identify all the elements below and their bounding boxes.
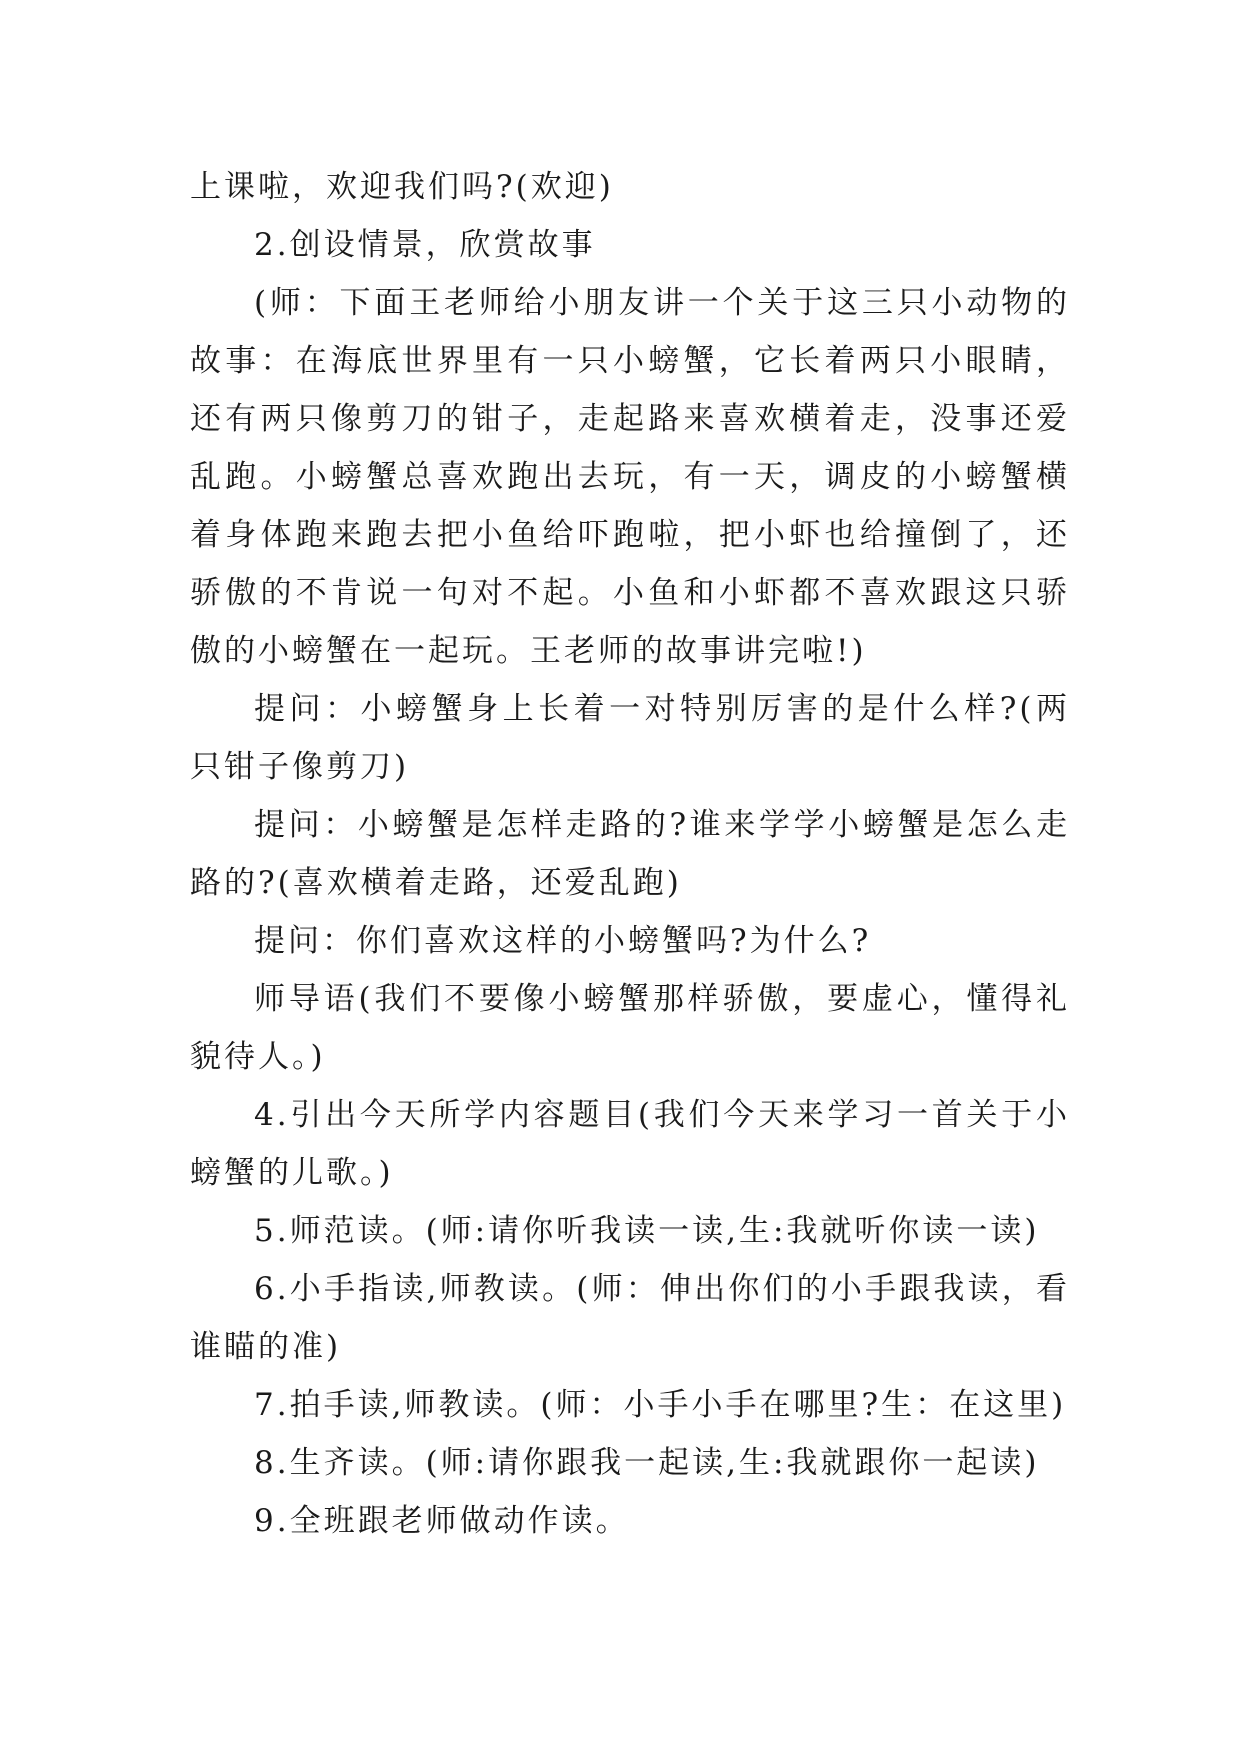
paragraph: 提问：你们喜欢这样的小螃蟹吗?为什么?	[254, 923, 872, 959]
paragraph: 8.生齐读。(师:请你跟我一起读,生:我就跟你一起读)	[254, 1445, 1040, 1481]
paragraph: 2.创设情景，欣赏故事	[254, 227, 596, 263]
paragraph: 4.引出今天所学内容题目(我们今天来学习一首关于小螃蟹的儿歌。)	[190, 1097, 1070, 1191]
paragraph: 提问：小螃蟹身上长着一对特别厉害的是什么样?(两只钳子像剪刀)	[190, 691, 1070, 785]
document-body	[190, 158, 1070, 1550]
paragraph: 9.全班跟老师做动作读。	[254, 1503, 630, 1539]
paragraph: 7.拍手读,师教读。(师：小手小手在哪里?生：在这里)	[254, 1387, 1067, 1423]
paragraph: 提问：小螃蟹是怎样走路的?谁来学学小螃蟹是怎么走路的?(喜欢横着走路，还爱乱跑)	[190, 807, 1070, 901]
paragraph: 6.小手指读,师教读。(师：伸出你们的小手跟我读，看谁瞄的准)	[190, 1271, 1070, 1365]
paragraph: 师导语(我们不要像小螃蟹那样骄傲，要虚心，懂得礼貌待人。)	[190, 981, 1070, 1075]
paragraph: 上课啦，欢迎我们吗?(欢迎)	[190, 169, 614, 205]
paragraph: (师：下面王老师给小朋友讲一个关于这三只小动物的故事：在海底世界里有一只小螃蟹，它长着两只小眼睛，还有两只像剪刀的钳子，走起路来喜欢横着走，没事还爱乱跑。小螃蟹总喜欢跑出去玩，有一天，调皮的小螃蟹横着身体跑来跑去把小鱼给吓跑啦，把小虾也给撞倒了，还骄傲的不肯说一句对不起。小鱼和小虾都不喜欢跟这只骄傲的小螃蟹在一起玩。王老师的故事讲完啦!)	[190, 285, 1070, 669]
paragraph: 5.师范读。(师:请你听我读一读,生:我就听你读一读)	[254, 1213, 1040, 1249]
